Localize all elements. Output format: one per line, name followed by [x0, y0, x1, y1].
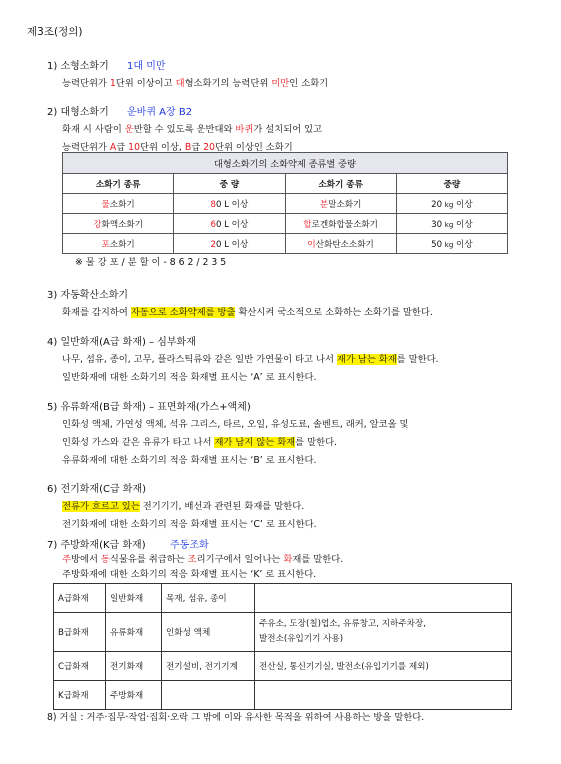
- table-header: 중량: [396, 174, 507, 194]
- section-4-heading: 4) 일반화재(A급 화재) – 심부화재: [47, 337, 196, 348]
- table-cell: C급화재: [54, 652, 106, 681]
- table-cell: B급화재: [54, 613, 106, 652]
- table-cell: 20 kg 이상: [396, 194, 507, 214]
- extinguisher-weight-table: [62, 152, 508, 254]
- table-caption: 대형소화기의 소화약제 종류별 중량: [63, 153, 508, 174]
- article-title: 제3조(정의): [27, 26, 83, 38]
- table-cell: [162, 681, 255, 710]
- section-7-heading: 7) 주방화재(K급 화재): [47, 540, 146, 551]
- table-cell: 20 L 이상: [174, 234, 285, 254]
- table-cell: 유류화재: [106, 613, 162, 652]
- section-5-line-3: 유류화재에 대한 소화기의 적응 화재별 표시는 ‘B’ 로 표시한다.: [62, 455, 317, 466]
- table-cell: 전산실, 통신기기실, 발전소(유입기기를 제외): [255, 652, 512, 681]
- section-8-text: 8) 거실 : 거주·집무·작업·집회·오락 그 밖에 이와 유사한 목적을 위하여 사용하는 방을 말한다.: [47, 712, 425, 723]
- table-cell: 목재, 섬유, 종이: [162, 584, 255, 613]
- section-7-mnemonic: 주동조화: [170, 540, 209, 551]
- section-3-desc: 화재를 감지하여 자동으로 소화약제를 방출 확산시켜 국소적으로 소화하는 소화기를 말한다.: [62, 307, 433, 318]
- table-row: [54, 613, 512, 652]
- section-4-line-2: 일반화재에 대한 소화기의 적응 화재별 표시는 ‘A’ 로 표시한다.: [62, 372, 317, 383]
- table-cell: 물소화기: [63, 194, 174, 214]
- section-2-line-2: 능력단위가 A급 10단위 이상, B급 20단위 이상인 소화기: [62, 142, 293, 153]
- table-row: [63, 234, 508, 254]
- table-row: [63, 194, 508, 214]
- section-1-desc: 능력단위가 1단위 이상이고 대형소화기의 능력단위 미만인 소화기: [62, 78, 329, 89]
- table-header: 소화기 종류: [285, 174, 396, 194]
- table-cell: A급화재: [54, 584, 106, 613]
- table-cell: 전기설비, 전기기계: [162, 652, 255, 681]
- section-7-line-2: 주방화재에 대한 소화기의 적응 화재별 표시는 ‘K’ 로 표시한다.: [62, 569, 317, 580]
- table-row: [63, 214, 508, 234]
- table-row: [54, 681, 512, 710]
- table-cell: 80 L 이상: [174, 194, 285, 214]
- table-cell: [255, 681, 512, 710]
- section-5-heading: 5) 유류화재(B급 화재) – 표면화재(가스+액체): [47, 402, 251, 413]
- table-cell: 60 L 이상: [174, 214, 285, 234]
- table-row: [54, 584, 512, 613]
- table-cell: 주방화재: [106, 681, 162, 710]
- section-5-line-1: 인화성 액체, 가연성 액체, 석유 그리스, 타르, 오일, 유성도료, 솔벤트, 래커, 알코올 및: [62, 419, 409, 430]
- section-6-line-2: 전기화재에 대한 소화기의 적응 화재별 표시는 ‘C’ 로 표시한다.: [62, 519, 317, 530]
- table-cell: 30 kg 이상: [396, 214, 507, 234]
- section-3-heading: 3) 자동확산소화기: [47, 290, 129, 301]
- table-cell: 포소화기: [63, 234, 174, 254]
- section-2-mnemonic: 운바퀴 A장 B2: [127, 107, 193, 118]
- table-cell: 주유소, 도장(칠)업소, 유류창고, 지하주차장, 발전소(유입기기 사용): [255, 613, 512, 652]
- section-7-line-1: 주방에서 동식물유를 취급하는 조리기구에서 일어나는 화재를 말한다.: [62, 554, 344, 565]
- section-5-line-2: 인화성 가스와 같은 유류가 타고 나서 재가 남지 않는 화재를 말한다.: [62, 437, 338, 448]
- section-2-heading: 2) 대형소화기: [47, 107, 109, 118]
- table-cell: [255, 584, 512, 613]
- section-1-heading: 1) 소형소화기: [47, 61, 109, 72]
- table-cell: K급화재: [54, 681, 106, 710]
- table-cell: 전기화재: [106, 652, 162, 681]
- mnemonic-note: ※ 물 강 포 / 분 할 이 - 8 6 2 / 2 3 5: [75, 257, 227, 268]
- table-cell: 인화성 액체: [162, 613, 255, 652]
- section-6-line-1: 전류가 흐르고 있는 전기기기, 배선과 관련된 화재를 말한다.: [62, 501, 305, 512]
- table-header: 소화기 종류: [63, 174, 174, 194]
- section-6-heading: 6) 전기화재(C급 화재): [47, 484, 147, 495]
- table-cell: 강화액소화기: [63, 214, 174, 234]
- section-4-line-1: 나무, 섬유, 종이, 고무, 플라스틱류와 같은 일반 가연물이 타고 나서 재가 남는 화재를 말한다.: [62, 354, 439, 365]
- table-cell: 일반화재: [106, 584, 162, 613]
- fire-class-table: [53, 583, 512, 710]
- table-cell: 50 kg 이상: [396, 234, 507, 254]
- table-cell: 분말소화기: [285, 194, 396, 214]
- section-1-mnemonic: 1대 미만: [127, 61, 166, 72]
- table-header: 중 량: [174, 174, 285, 194]
- table-row: [54, 652, 512, 681]
- section-2-line-1: 화재 시 사람이 운반할 수 있도록 운반대와 바퀴가 설치되어 있고: [62, 124, 323, 135]
- table-cell: 이산화탄소소화기: [285, 234, 396, 254]
- table-cell: 할로겐화합물소화기: [285, 214, 396, 234]
